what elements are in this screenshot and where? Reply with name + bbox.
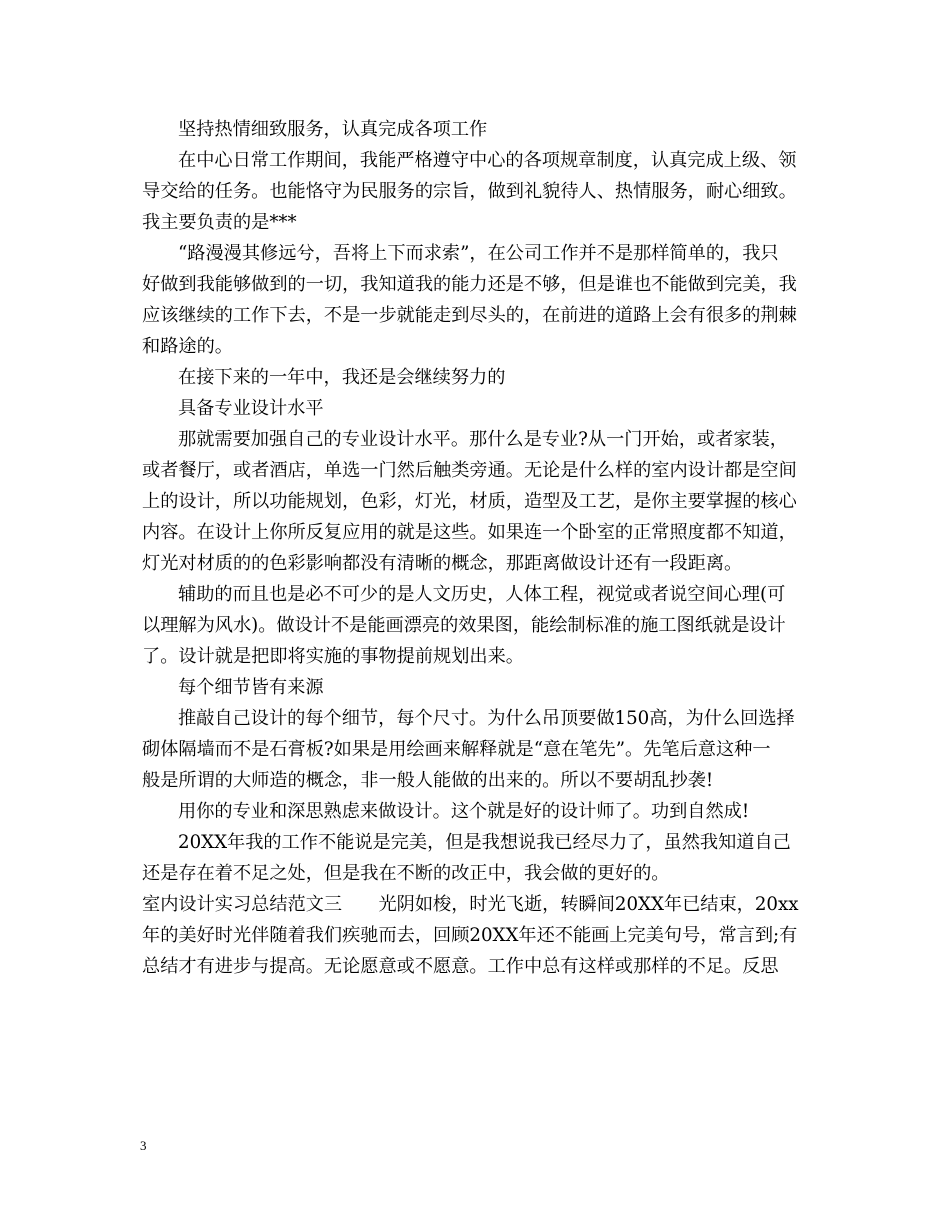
text-line: 上的设计，所以功能规划，色彩，灯光，材质，造型及工艺，是你主要掌握的核心 — [142, 491, 797, 512]
text-line: 我主要负责的是*** — [142, 212, 297, 233]
text-line: 坚持热情细致服务，认真完成各项工作 — [178, 119, 488, 140]
text-line: 20XX年我的工作不能说是完美，但是我想说我已经尽力了，虽然我知道自己 — [178, 832, 791, 853]
text-line: 具备专业设计水平 — [178, 398, 324, 419]
text-line: 辅助的而且也是必不可少的是人文历史，人体工程，视觉或者说空间心理(可 — [178, 584, 786, 605]
text-line: 在中心日常工作期间，我能严格遵守中心的各项规章制度，认真完成上级、领 — [178, 150, 797, 171]
text-line: “路漫漫其修远兮，吾将上下而求索”，在公司工作并不是那样简单的，我只 — [178, 243, 779, 264]
text-line: 和路途的。 — [142, 336, 233, 357]
text-line: 内容。在设计上你所反复应用的就是这些。如果连一个卧室的正常照度都不知道， — [142, 522, 797, 543]
text-line: 好做到我能够做到的一切，我知道我的能力还是不够，但是谁也不能做到完美，我 — [142, 274, 797, 295]
text-line: 那就需要加强自己的专业设计水平。那什么是专业?从一门开始，或者家装， — [178, 429, 788, 450]
text-line: 了。设计就是把即将实施的事物提前规划出来。 — [142, 646, 524, 667]
text-line: 用你的专业和深思熟虑来做设计。这个就是好的设计师了。功到自然成! — [178, 801, 750, 822]
text-line: 总结才有进步与提高。无论愿意或不愿意。工作中总有这样或那样的不足。反思 — [142, 956, 779, 977]
text-line: 室内设计实习总结范文三 光阴如梭，时光飞逝，转瞬间20XX年已结束，20xx — [142, 894, 799, 915]
text-line: 在接下来的一年中，我还是会继续努力的 — [178, 367, 506, 388]
text-line: 应该继续的工作下去，不是一步就能走到尽头的，在前进的道路上会有很多的荆棘 — [142, 305, 797, 326]
text-line: 砌体隔墙而不是石膏板?如果是用绘画来解释就是“意在笔先”。先笔后意这种一 — [142, 739, 771, 760]
text-line: 年的美好时光伴随着我们疾驰而去，回顾20XX年还不能画上完美句号，常言到;有 — [142, 925, 798, 946]
page-number: 3 — [140, 1138, 147, 1153]
text-line: 灯光对材质的的色彩影响都没有清晰的概念，那距离做设计还有一段距离。 — [142, 553, 743, 574]
body-text — [142, 114, 818, 982]
text-line: 还是存在着不足之处，但是我在不断的改正中，我会做的更好的。 — [142, 863, 670, 884]
text-line: 导交给的任务。也能恪守为民服务的宗旨，做到礼貌待人、热情服务，耐心细致。 — [142, 181, 797, 202]
text-line: 般是所谓的大师造的概念，非一般人能做的出来的。所以不要胡乱抄袭! — [142, 770, 714, 791]
text-line: 以理解为风水)。做设计不是能画漂亮的效果图，能绘制标准的施工图纸就是设计 — [142, 615, 786, 636]
text-line: 每个细节皆有来源 — [178, 677, 324, 698]
text-line: 或者餐厅，或者酒店，单选一门然后触类旁通。无论是什么样的室内设计都是空间 — [142, 460, 797, 481]
text-line: 推敲自己设计的每个细节，每个尺寸。为什么吊顶要做150高，为什么回选择 — [178, 708, 795, 729]
